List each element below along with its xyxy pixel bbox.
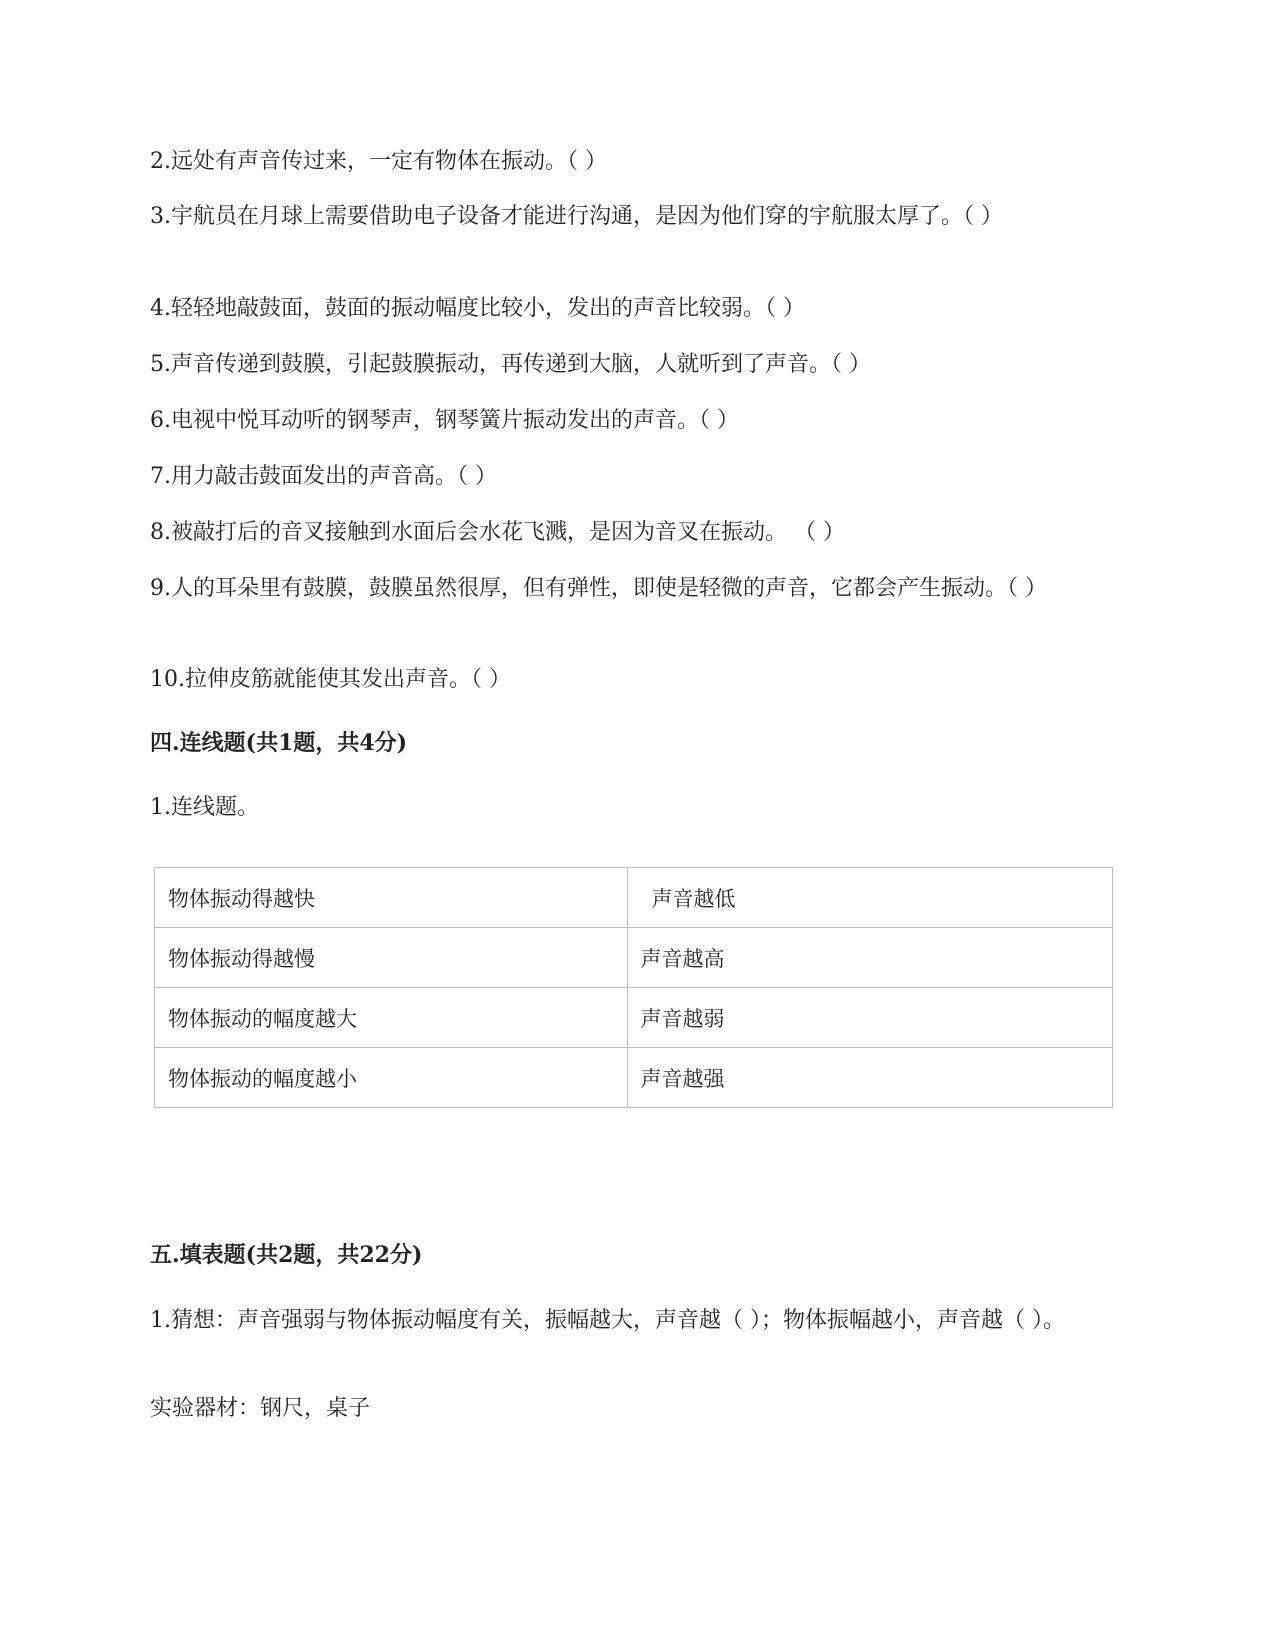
table-row <box>155 1048 1113 1108</box>
judgment-item-3: 3.宇航员在月球上需要借助电子设备才能进行沟通，是因为他们穿的宇航服太厚了。（ ） <box>150 204 1003 229</box>
section-heading-matching: 四.连线题(共1题，共4分) <box>150 730 408 756</box>
table-cell-right: 声音越强 <box>627 1048 1112 1108</box>
judgment-item-6: 6.电视中悦耳动听的钢琴声，钢琴簧片振动发出的声音。（ ） <box>150 408 739 433</box>
judgment-item-8: 8.被敲打后的音叉接触到水面后会水花飞溅，是因为音叉在振动。 （ ） <box>150 520 845 545</box>
matching-question: 1.连线题。 <box>150 795 259 820</box>
table-row <box>155 868 1113 928</box>
table-cell-right: 声音越低 <box>627 868 1112 928</box>
table-cell-left: 物体振动的幅度越小 <box>155 1048 628 1108</box>
judgment-item-4: 4.轻轻地敲鼓面，鼓面的振动幅度比较小，发出的声音比较弱。（ ） <box>150 296 805 321</box>
table-cell-right: 声音越弱 <box>627 988 1112 1048</box>
table-cell-right: 声音越高 <box>627 928 1112 988</box>
judgment-item-5: 5.声音传递到鼓膜，引起鼓膜振动，再传递到大脑，人就听到了声音。（ ） <box>150 352 871 377</box>
table-cell-left: 物体振动得越慢 <box>155 928 628 988</box>
table-cell-left: 物体振动得越快 <box>155 868 628 928</box>
fill-question: 1.猜想：声音强弱与物体振动幅度有关，振幅越大，声音越（ ）；物体振幅越小，声音越（ ）。 <box>150 1308 1065 1333</box>
judgment-item-2: 2.远处有声音传过来，一定有物体在振动。（ ） <box>150 149 607 174</box>
experiment-materials: 实验器材：钢尺，桌子 <box>150 1396 371 1421</box>
section-heading-fill-table: 五.填表题(共2题，共22分) <box>150 1242 423 1268</box>
matching-table <box>154 867 1113 1108</box>
table-row <box>155 988 1113 1048</box>
judgment-item-10: 10.拉伸皮筋就能使其发出声音。（ ） <box>150 667 511 692</box>
table-cell-left: 物体振动的幅度越大 <box>155 988 628 1048</box>
judgment-item-9: 9.人的耳朵里有鼓膜，鼓膜虽然很厚，但有弹性，即使是轻微的声音，它都会产生振动。（ ） <box>150 576 1047 601</box>
table-row <box>155 928 1113 988</box>
judgment-item-7: 7.用力敲击鼓面发出的声音高。（ ） <box>150 464 497 489</box>
